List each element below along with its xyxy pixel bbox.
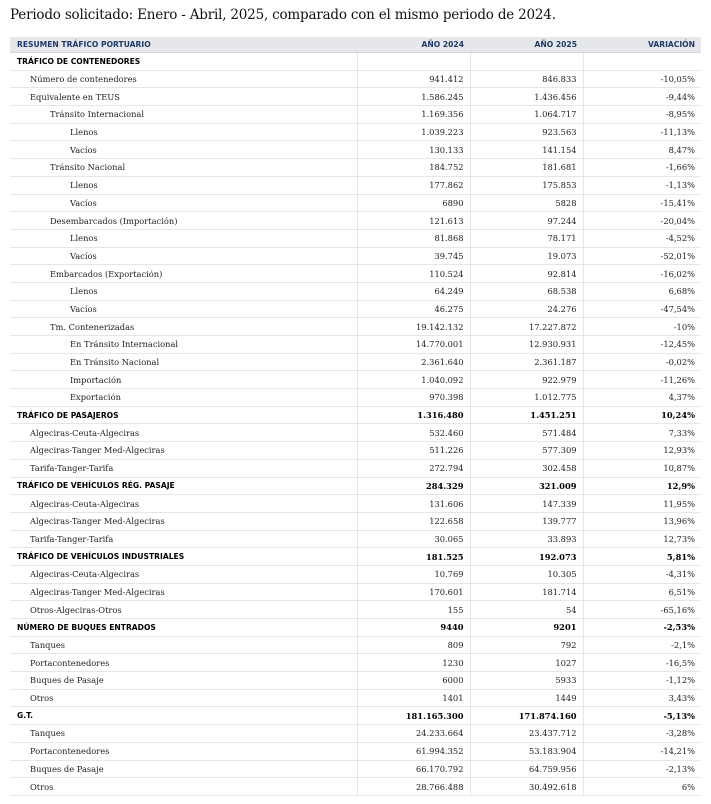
cell-variation: 5,81% — [583, 548, 701, 566]
cell-year-2024: 272.794 — [357, 459, 470, 477]
cell-year-2024: 941.412 — [357, 70, 470, 88]
row-label: TRÁFICO DE VEHÍCULOS INDUSTRIALES — [10, 548, 357, 566]
cell-year-2025: 54 — [470, 601, 583, 619]
cell-variation: 8,47% — [583, 141, 701, 159]
table-row — [10, 229, 701, 247]
row-label: TRÁFICO DE CONTENEDORES — [10, 53, 357, 71]
table-row — [10, 654, 701, 672]
cell-year-2025: 1.451.251 — [470, 406, 583, 424]
cell-year-2025: 321.009 — [470, 477, 583, 495]
cell-year-2025: 181.714 — [470, 583, 583, 601]
cell-year-2024: 1230 — [357, 654, 470, 672]
cell-variation — [583, 53, 701, 71]
table-row — [10, 565, 701, 583]
cell-year-2024: 1.316.480 — [357, 406, 470, 424]
cell-variation: -2,1% — [583, 636, 701, 654]
row-label: G.T. — [10, 707, 357, 725]
row-label: Tm. Contenerizadas — [10, 318, 357, 336]
cell-year-2025: 17.227.872 — [470, 318, 583, 336]
cell-year-2024: 64.249 — [357, 282, 470, 300]
cell-year-2024: 9440 — [357, 619, 470, 637]
cell-variation: -0,02% — [583, 353, 701, 371]
cell-year-2024: 19.142.132 — [357, 318, 470, 336]
cell-variation: -14,21% — [583, 742, 701, 760]
cell-variation: -1,12% — [583, 672, 701, 690]
table-row — [10, 194, 701, 212]
row-label: Algeciras-Ceuta-Algeciras — [10, 495, 357, 513]
row-label: Tarifa-Tanger-Tarifa — [10, 459, 357, 477]
row-label: Tránsito Nacional — [10, 159, 357, 177]
cell-variation: 4,37% — [583, 389, 701, 407]
row-label: Buques de Pasaje — [10, 672, 357, 690]
cell-year-2024: 809 — [357, 636, 470, 654]
cell-year-2024: 2.361.640 — [357, 353, 470, 371]
cell-year-2024: 511.226 — [357, 442, 470, 460]
table-row — [10, 778, 701, 796]
row-label: Otros-Algeciras-Otros — [10, 601, 357, 619]
row-label: Importación — [10, 371, 357, 389]
cell-variation: -16,5% — [583, 654, 701, 672]
table-row — [10, 459, 701, 477]
cell-year-2024: 10.769 — [357, 565, 470, 583]
table-row — [10, 318, 701, 336]
row-label: Equivalente en TEUS — [10, 88, 357, 106]
cell-variation: -47,54% — [583, 300, 701, 318]
table-row — [10, 389, 701, 407]
table-row — [10, 265, 701, 283]
cell-year-2025: 1.064.717 — [470, 106, 583, 124]
cell-year-2025: 12.930.931 — [470, 336, 583, 354]
row-label: TRÁFICO DE VEHÍCULOS RÉG. PASAJE — [10, 477, 357, 495]
table-row — [10, 141, 701, 159]
table-section-row — [10, 707, 701, 725]
cell-variation: 7,33% — [583, 424, 701, 442]
header-year-2025: AÑO 2025 — [470, 37, 583, 53]
cell-variation: 6,68% — [583, 282, 701, 300]
cell-year-2024: 66.170.792 — [357, 760, 470, 778]
port-traffic-table — [10, 37, 701, 796]
cell-variation: -1,13% — [583, 176, 701, 194]
table-row — [10, 70, 701, 88]
table-row — [10, 300, 701, 318]
cell-year-2024: 1.039.223 — [357, 123, 470, 141]
cell-year-2025: 53.183.904 — [470, 742, 583, 760]
cell-year-2024: 30.065 — [357, 530, 470, 548]
cell-year-2025: 24.276 — [470, 300, 583, 318]
cell-variation: -10,05% — [583, 70, 701, 88]
cell-year-2024: 184.752 — [357, 159, 470, 177]
cell-year-2025: 68.538 — [470, 282, 583, 300]
table-row — [10, 530, 701, 548]
cell-year-2025: 1449 — [470, 689, 583, 707]
cell-variation: -4,52% — [583, 229, 701, 247]
row-label: Desembarcados (Importación) — [10, 212, 357, 230]
cell-year-2024: 1401 — [357, 689, 470, 707]
cell-year-2024: 121.613 — [357, 212, 470, 230]
row-label: Número de contenedores — [10, 70, 357, 88]
period-title: Periodo solicitado: Enero - Abril, 2025, comparado con el mismo periodo de 2024. — [10, 7, 556, 23]
cell-year-2024: 130.133 — [357, 141, 470, 159]
row-label: Llenos — [10, 123, 357, 141]
cell-year-2025: 922.979 — [470, 371, 583, 389]
table-row — [10, 176, 701, 194]
cell-year-2024: 122.658 — [357, 512, 470, 530]
cell-year-2024: 61.994.352 — [357, 742, 470, 760]
cell-year-2024: 155 — [357, 601, 470, 619]
row-label: Otros — [10, 689, 357, 707]
header-year-2024: AÑO 2024 — [357, 37, 470, 53]
table-row — [10, 353, 701, 371]
cell-variation: -10% — [583, 318, 701, 336]
cell-year-2025: 64.759.956 — [470, 760, 583, 778]
table-row — [10, 159, 701, 177]
row-label: Vacíos — [10, 300, 357, 318]
cell-year-2025: 1.012.775 — [470, 389, 583, 407]
row-label: Vacíos — [10, 194, 357, 212]
cell-year-2024: 181.165.300 — [357, 707, 470, 725]
cell-year-2025: 147.339 — [470, 495, 583, 513]
table-body — [10, 53, 701, 796]
table-row — [10, 371, 701, 389]
cell-year-2025: 9201 — [470, 619, 583, 637]
table-row — [10, 106, 701, 124]
row-label: Portacontenedores — [10, 742, 357, 760]
table-row — [10, 442, 701, 460]
cell-variation: 3,43% — [583, 689, 701, 707]
cell-year-2024: 181.525 — [357, 548, 470, 566]
cell-year-2024: 1.586.245 — [357, 88, 470, 106]
table-header-row — [10, 37, 701, 53]
table-section-row — [10, 406, 701, 424]
cell-variation: -12,45% — [583, 336, 701, 354]
cell-year-2025: 571.484 — [470, 424, 583, 442]
row-label: Algeciras-Tanger Med-Algeciras — [10, 583, 357, 601]
cell-variation: -8,95% — [583, 106, 701, 124]
row-label: Vacíos — [10, 141, 357, 159]
cell-year-2025: 141.154 — [470, 141, 583, 159]
cell-year-2025: 1027 — [470, 654, 583, 672]
cell-year-2024: 532.460 — [357, 424, 470, 442]
row-label: En Tránsito Internacional — [10, 336, 357, 354]
row-label: Llenos — [10, 176, 357, 194]
table-row — [10, 725, 701, 743]
row-label: Algeciras-Tanger Med-Algeciras — [10, 512, 357, 530]
cell-year-2025: 923.563 — [470, 123, 583, 141]
cell-year-2024: 177.862 — [357, 176, 470, 194]
row-label: TRÁFICO DE PASAJEROS — [10, 406, 357, 424]
cell-variation: -2,13% — [583, 760, 701, 778]
row-label: Algeciras-Tanger Med-Algeciras — [10, 442, 357, 460]
cell-variation: 12,73% — [583, 530, 701, 548]
table-section-row — [10, 477, 701, 495]
row-label: Tanques — [10, 636, 357, 654]
row-label: NÚMERO DE BUQUES ENTRADOS — [10, 619, 357, 637]
table-row — [10, 282, 701, 300]
row-label: Llenos — [10, 282, 357, 300]
table-row — [10, 336, 701, 354]
cell-year-2025: 2.361.187 — [470, 353, 583, 371]
cell-variation: -3,28% — [583, 725, 701, 743]
row-label: Embarcados (Exportación) — [10, 265, 357, 283]
cell-variation: 6% — [583, 778, 701, 796]
cell-variation: 10,87% — [583, 459, 701, 477]
row-label: Vacíos — [10, 247, 357, 265]
cell-year-2025: 139.777 — [470, 512, 583, 530]
cell-variation: -65,16% — [583, 601, 701, 619]
cell-year-2025: 92.814 — [470, 265, 583, 283]
table-row — [10, 636, 701, 654]
cell-year-2025: 846.833 — [470, 70, 583, 88]
table-row — [10, 424, 701, 442]
cell-year-2024: 6000 — [357, 672, 470, 690]
cell-variation: -15,41% — [583, 194, 701, 212]
cell-variation: -1,66% — [583, 159, 701, 177]
header-summary: RESUMEN TRÁFICO PORTUARIO — [10, 37, 357, 53]
cell-year-2024: 110.524 — [357, 265, 470, 283]
table-row — [10, 672, 701, 690]
cell-year-2024: 39.745 — [357, 247, 470, 265]
row-label: Portacontenedores — [10, 654, 357, 672]
cell-year-2024: 131.606 — [357, 495, 470, 513]
cell-year-2024: 970.398 — [357, 389, 470, 407]
row-label: Otros — [10, 778, 357, 796]
table-row — [10, 495, 701, 513]
cell-year-2025: 23.437.712 — [470, 725, 583, 743]
table-row — [10, 88, 701, 106]
cell-year-2025 — [470, 53, 583, 71]
cell-year-2024: 14.770.001 — [357, 336, 470, 354]
row-label: Tránsito Internacional — [10, 106, 357, 124]
cell-year-2025: 5828 — [470, 194, 583, 212]
row-label: Algeciras-Ceuta-Algeciras — [10, 565, 357, 583]
cell-year-2024: 1.040.092 — [357, 371, 470, 389]
cell-year-2025: 302.458 — [470, 459, 583, 477]
cell-variation: -16,02% — [583, 265, 701, 283]
cell-variation: 12,93% — [583, 442, 701, 460]
cell-variation: -11,26% — [583, 371, 701, 389]
cell-year-2024: 284.329 — [357, 477, 470, 495]
cell-variation: -5,13% — [583, 707, 701, 725]
cell-year-2025: 19.073 — [470, 247, 583, 265]
cell-variation: -9,44% — [583, 88, 701, 106]
cell-variation: -4,31% — [583, 565, 701, 583]
cell-variation: -2,53% — [583, 619, 701, 637]
table-section-row — [10, 548, 701, 566]
table-row — [10, 123, 701, 141]
cell-year-2024 — [357, 53, 470, 71]
table-row — [10, 601, 701, 619]
cell-year-2025: 171.874.160 — [470, 707, 583, 725]
cell-year-2024: 6890 — [357, 194, 470, 212]
table-row — [10, 583, 701, 601]
cell-variation: 10,24% — [583, 406, 701, 424]
cell-year-2025: 577.309 — [470, 442, 583, 460]
row-label: Tanques — [10, 725, 357, 743]
table-row — [10, 512, 701, 530]
row-label: En Tránsito Nacional — [10, 353, 357, 371]
table-row — [10, 742, 701, 760]
cell-variation: 6,51% — [583, 583, 701, 601]
cell-year-2025: 181.681 — [470, 159, 583, 177]
table-row — [10, 212, 701, 230]
table-row — [10, 760, 701, 778]
cell-year-2024: 170.601 — [357, 583, 470, 601]
cell-year-2024: 28.766.488 — [357, 778, 470, 796]
cell-variation: -11,13% — [583, 123, 701, 141]
table-row — [10, 247, 701, 265]
cell-year-2024: 81.868 — [357, 229, 470, 247]
row-label: Exportación — [10, 389, 357, 407]
cell-year-2025: 78.171 — [470, 229, 583, 247]
header-variation: VARIACIÓN — [583, 37, 701, 53]
cell-year-2025: 97.244 — [470, 212, 583, 230]
row-label: Llenos — [10, 229, 357, 247]
cell-year-2024: 1.169.356 — [357, 106, 470, 124]
cell-year-2025: 1.436.456 — [470, 88, 583, 106]
cell-year-2024: 24.233.664 — [357, 725, 470, 743]
cell-variation: 12,9% — [583, 477, 701, 495]
table-section-row — [10, 53, 701, 71]
cell-variation: -52,01% — [583, 247, 701, 265]
cell-year-2025: 10.305 — [470, 565, 583, 583]
cell-year-2025: 5933 — [470, 672, 583, 690]
cell-variation: 13,96% — [583, 512, 701, 530]
table-row — [10, 689, 701, 707]
cell-year-2025: 175.853 — [470, 176, 583, 194]
cell-year-2025: 192.073 — [470, 548, 583, 566]
row-label: Algeciras-Ceuta-Algeciras — [10, 424, 357, 442]
row-label: Buques de Pasaje — [10, 760, 357, 778]
cell-variation: 11,95% — [583, 495, 701, 513]
cell-year-2025: 30.492.618 — [470, 778, 583, 796]
cell-variation: -20,04% — [583, 212, 701, 230]
cell-year-2025: 33.893 — [470, 530, 583, 548]
cell-year-2024: 46.275 — [357, 300, 470, 318]
row-label: Tarifa-Tanger-Tarifa — [10, 530, 357, 548]
table-section-row — [10, 619, 701, 637]
cell-year-2025: 792 — [470, 636, 583, 654]
